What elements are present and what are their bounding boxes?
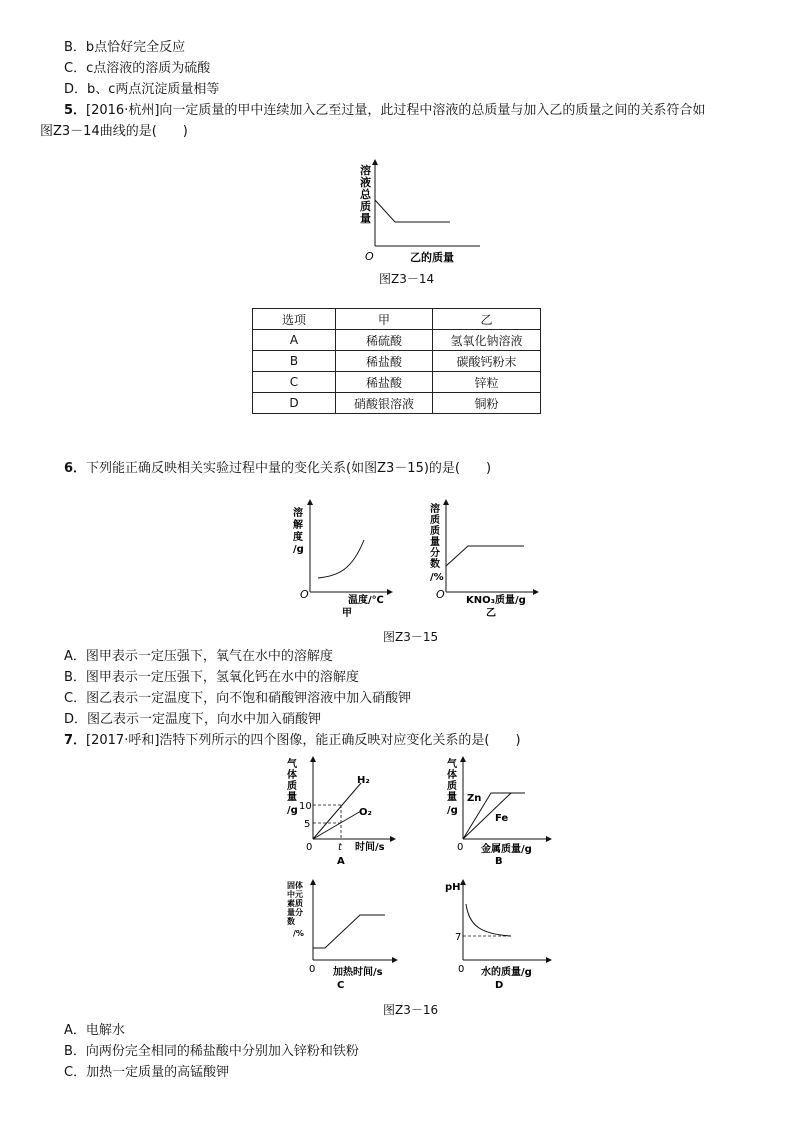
c-ylabel-1: 体 (295, 881, 303, 890)
a-name: A (337, 856, 345, 867)
table-row (253, 351, 541, 372)
q7-option-b: B．向两份完全相同的稀盐酸中分别加入锌粉和铁粉 (64, 1044, 359, 1059)
q5-number: 5． (64, 103, 87, 118)
q5-ylabel-1: 液 (360, 176, 371, 189)
table-cell: 稀盐酸 (336, 372, 433, 393)
q7-option-a: A．电解水 (64, 1023, 125, 1038)
yi-name: 乙 (486, 608, 496, 619)
q6-option-d: D．图乙表示一定温度下，向水中加入硝酸钾 (64, 712, 322, 727)
b-name: B (495, 856, 503, 867)
table-cell: A (253, 330, 336, 351)
table-row (253, 330, 541, 351)
q6-option-b: B．图甲表示一定压强下，氢氧化钙在水中的溶解度 (64, 670, 359, 685)
jia-ylabel-2: 度 (293, 532, 303, 543)
c-origin: 0 (309, 964, 316, 975)
b-ylabel-3: 量 (447, 792, 457, 803)
jia-origin: O (300, 588, 309, 601)
q7-stem (64, 733, 521, 749)
a-series-h2: H₂ (357, 775, 370, 786)
q5-stem-line2: 图Z3－14曲线的是( ) (40, 124, 188, 139)
yi-ylabel-6: /% (430, 572, 444, 583)
c-xlabel: 加热时间/s (333, 967, 383, 978)
yi-ylabel-5: 数 (430, 559, 440, 570)
jia-ylabel-3: /g (293, 544, 304, 555)
c-curve (313, 915, 385, 948)
d-curve (466, 904, 511, 936)
table-cell: 稀硫酸 (336, 330, 433, 351)
table-header-cell: 甲 (336, 309, 433, 330)
a-tick-5: 5 (304, 819, 311, 830)
b-ylabel-2: 质 (447, 781, 457, 792)
q5-ylabel-3: 质 (360, 200, 371, 213)
c-ylabel-8: 数 (287, 917, 295, 926)
jia-curve (318, 540, 364, 578)
table-cell: B (253, 351, 336, 372)
figure-caption-z3-16: 图Z3－16 (383, 1003, 439, 1017)
figure-caption-z3-14: 图Z3－14 (379, 272, 435, 286)
table-row (253, 372, 541, 393)
a-ylabel-0: 气 (287, 759, 297, 770)
q5-ylabel-2: 总 (360, 188, 371, 201)
c-ylabel-4: 素 (287, 899, 295, 908)
table-cell: 锌粒 (433, 372, 541, 393)
b-ylabel-1: 体 (447, 770, 457, 781)
q6-text: 下列能正确反映相关实验过程中量的变化关系(如图Z3－15)的是( ) (86, 461, 492, 476)
q5-options-table (252, 308, 541, 414)
a-ylabel-3: 量 (287, 792, 297, 803)
q6-number: 6． (64, 461, 87, 476)
b-series-fe: Fe (495, 813, 509, 824)
q6-stem (64, 461, 491, 477)
c-name: C (337, 980, 345, 991)
c-ylabel-2: 中 (287, 890, 295, 899)
table-row (253, 393, 541, 414)
table-cell: 硝酸银溶液 (336, 393, 433, 414)
yi-ylabel-2: 质 (430, 526, 440, 537)
a-ylabel-4: /g (287, 805, 298, 816)
q5-xlabel: 乙的质量 (410, 251, 454, 264)
a-origin: 0 (306, 842, 313, 853)
q7-option-c: C．加热一定质量的高锰酸钾 (64, 1065, 230, 1080)
yi-xlabel: KNO₃质量/g (466, 595, 526, 606)
table-cell: 氢氧化钠溶液 (433, 330, 541, 351)
a-ylabel-2: 质 (287, 781, 297, 792)
q5-text: [2016·杭州]向一定质量的甲中连续加入乙至过量，此过程中溶液的总质量与加入乙的质量之间的关系符合如 (86, 103, 706, 118)
yi-ylabel-1: 质 (430, 515, 440, 526)
q7-text: [2017·呼和]浩特下列所示的四个图像，能正确反映对应变化关系的是( ) (86, 733, 521, 748)
a-tick-t: t (338, 842, 342, 853)
table-cell: D (253, 393, 336, 414)
c-ylabel-5: 质 (295, 899, 303, 908)
q4-option-d: D．b、c两点沉淀质量相等 (64, 82, 220, 97)
c-ylabel-0: 固 (287, 881, 295, 890)
q5-ylabel-0: 溶 (360, 164, 371, 177)
b-ylabel-4: /g (447, 805, 458, 816)
yi-curve (446, 546, 524, 566)
yi-ylabel-0: 溶 (430, 504, 440, 515)
table-cell: 碳酸钙粉末 (433, 351, 541, 372)
c-ylabel-7: 分 (295, 908, 303, 917)
c-ylabel-3: 元 (295, 890, 303, 899)
q5-origin: O (365, 250, 374, 263)
table-cell: 铜粉 (433, 393, 541, 414)
figure-z3-14 (355, 160, 495, 265)
yi-ylabel-3: 量 (430, 537, 440, 548)
table-header-row (253, 309, 541, 330)
d-origin: 0 (458, 964, 465, 975)
q7-number: 7． (64, 733, 87, 748)
table-cell: 稀盐酸 (336, 351, 433, 372)
d-ylabel: pH (445, 882, 461, 893)
a-xlabel: 时间/s (355, 842, 385, 853)
table-header-cell: 选项 (253, 309, 336, 330)
c-ylabel-9: /% (293, 929, 304, 938)
c-ylabel-6: 量 (287, 908, 295, 917)
yi-ylabel-4: 分 (430, 548, 440, 559)
figure-z3-15-yi (428, 500, 548, 619)
b-origin: 0 (457, 842, 464, 853)
q4-option-b: B．b点恰好完全反应 (64, 40, 186, 55)
q6-option-c: C．图乙表示一定温度下，向不饱和硝酸钾溶液中加入硝酸钾 (64, 691, 412, 706)
table-cell: C (253, 372, 336, 393)
b-xlabel: 金属质量/g (481, 844, 532, 855)
d-xlabel: 水的质量/g (481, 967, 532, 978)
q4-option-c: C．c点溶液的溶质为硫酸 (64, 61, 211, 76)
b-ylabel-0: 气 (447, 759, 457, 770)
q5-stem-line1 (64, 103, 705, 119)
figure-z3-16-a (285, 757, 400, 867)
table-header-cell: 乙 (433, 309, 541, 330)
d-tick-7: 7 (455, 932, 462, 943)
q6-option-a: A．图甲表示一定压强下，氧气在水中的溶解度 (64, 649, 333, 664)
q5-ylabel-4: 量 (360, 212, 371, 225)
figure-z3-15-jia (290, 500, 400, 619)
q5-curve (375, 200, 450, 222)
b-series-zn: Zn (467, 793, 482, 804)
figure-z3-16-c (285, 880, 400, 990)
figure-caption-z3-15: 图Z3－15 (383, 630, 439, 644)
figure-z3-16-b (445, 757, 560, 867)
figure-z3-16-d (445, 880, 560, 990)
d-name: D (495, 980, 504, 991)
jia-xlabel: 温度/℃ (348, 595, 384, 606)
yi-origin: O (436, 588, 445, 601)
a-series-o2: O₂ (359, 807, 372, 818)
jia-name: 甲 (342, 608, 352, 619)
jia-ylabel-1: 解 (293, 520, 303, 531)
jia-ylabel-0: 溶 (293, 508, 303, 519)
a-tick-10: 10 (299, 801, 312, 812)
a-ylabel-1: 体 (287, 770, 297, 781)
